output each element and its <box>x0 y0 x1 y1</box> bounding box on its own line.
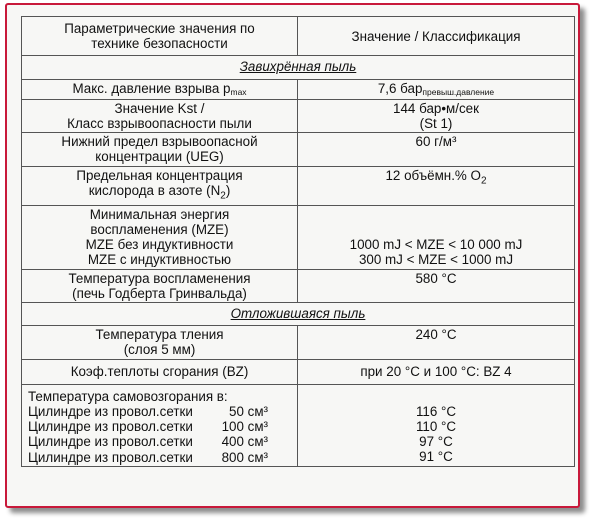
value-kst: 144 бар•м/сек (St 1) <box>298 99 575 132</box>
list-item: Цилиндре из провол.сетки 800 см³ <box>28 449 268 465</box>
label-oxygen: Предельная концентрация кислорода в азоте $(N_2)$ <box>22 166 298 205</box>
label-ueg: Нижний предел взрывоопасной концентрации (UEG) <box>22 133 298 166</box>
section-title-whirled: Завихрённая пыль <box>22 56 575 79</box>
value-oxygen: 12 объёмн.% $O_2$ <box>298 166 575 205</box>
value-selfignition: 116 °C 110 °C 97 °C 91 °C <box>298 384 575 466</box>
table-row-pmax <box>22 79 575 99</box>
label-mze: Минимальная энергия воспламенения (MZE) MZE без индуктивности MZE с индуктивностью <box>22 205 298 269</box>
document-frame <box>5 3 580 508</box>
value-smolder: 240 °C <box>298 326 575 359</box>
header-parameter: Параметрические значения по технике безопасности <box>22 17 298 56</box>
table-row-smolder <box>22 326 575 359</box>
value-pmax: 7,6 бар$_{превыш.давление}$ <box>298 79 575 99</box>
section-title-settled: Отложившаяся пыль <box>22 302 575 325</box>
header-value: Значение / Классификация <box>298 17 575 56</box>
table-row-bz <box>22 359 575 384</box>
table-row-mze <box>22 205 575 269</box>
value-ueg: 60 г/м³ <box>298 133 575 166</box>
label-selfignition: Температура самовозгорания в: Цилиндре из провол.сетки 50 см³ Цилиндре из провол.сетки 100 см³ Цилиндре из провол.сетки 400 см³ Цилиндре из провол.сетки 800 см³ <box>22 384 298 466</box>
safety-parameters-table <box>21 16 575 467</box>
value-bz: при 20 °C и 100 °C: BZ 4 <box>298 359 575 384</box>
list-item: Цилиндре из провол.сетки 100 см³ <box>28 419 268 435</box>
list-item: Цилиндре из провол.сетки 400 см³ <box>28 434 268 450</box>
table-header-row <box>22 17 575 56</box>
table-row-ignition <box>22 269 575 302</box>
table-row-kst <box>22 99 575 132</box>
table-row-ueg <box>22 133 575 166</box>
table-row-oxygen <box>22 166 575 205</box>
label-ignition: Температура воспламенения (печь Годберта Гринвальда) <box>22 269 298 302</box>
section-row-whirled <box>22 56 575 79</box>
label-bz: Коэф.теплоты сгорания (BZ) <box>22 359 298 384</box>
value-mze: 1000 mJ < MZE < 10 000 mJ 300 mJ < MZE < 1000 mJ <box>298 205 575 269</box>
label-pmax: Макс. давление взрыва $p_{max}$ <box>22 79 298 99</box>
table-row-selfignition <box>22 384 575 466</box>
value-ignition: 580 °C <box>298 269 575 302</box>
section-row-settled <box>22 302 575 325</box>
list-item: Цилиндре из провол.сетки 50 см³ <box>28 403 268 419</box>
label-kst: Значение Kst / Класс взрывоопасности пыли <box>22 99 298 132</box>
label-smolder: Температура тления (слоя 5 мм) <box>22 326 298 359</box>
